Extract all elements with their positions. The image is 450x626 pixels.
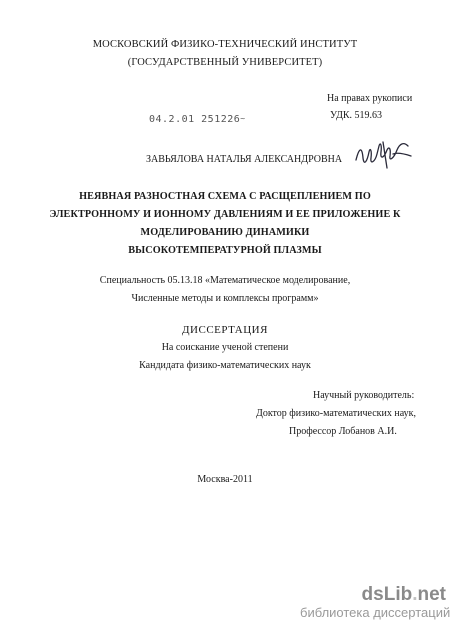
signature-icon [353, 138, 415, 172]
advisor-label: Научный руководитель: [313, 390, 415, 401]
author-name: ЗАВЬЯЛОВА НАТАЛЬЯ АЛЕКСАНДРОВНА [146, 154, 343, 165]
advisor-degree: Доктор физико-математических наук, [256, 408, 417, 419]
city-year: Москва-2011 [197, 474, 253, 485]
specialty-line-1: Специальность 05.13.18 «Математическое моделирование, [99, 275, 351, 286]
institution-line-1: МОСКОВСКИЙ ФИЗИКО-ТЕХНИЧЕСКИЙ ИНСТИТУТ [92, 39, 358, 50]
dissertation-heading: ДИССЕРТАЦИЯ [182, 324, 268, 336]
advisor-name: Профессор Лобанов А.И. [289, 426, 397, 437]
udk-code: УДК. 519.63 [330, 110, 383, 121]
institution-line-2: (ГОСУДАРСТВЕННЫЙ УНИВЕРСИТЕТ) [127, 57, 323, 68]
degree-line-1: На соискание ученой степени [161, 342, 289, 353]
manuscript-rights: На правах рукописи [327, 93, 413, 104]
registration-stamp: 04.2.01 251226~ [149, 114, 246, 125]
site-subtitle: библиотека диссертаций [300, 605, 450, 620]
title-line-2: ЭЛЕКТРОННОМУ И ИОННОМУ ДАВЛЕНИЯМ И ЕЕ ПРИЛОЖЕНИЕ К [49, 209, 401, 220]
stamp-code: 04.2.01 251226 [149, 114, 241, 125]
title-line-3: МОДЕЛИРОВАНИЮ ДИНАМИКИ [140, 227, 310, 238]
specialty-line-2: Численные методы и комплексы программ» [131, 293, 319, 304]
degree-line-2: Кандидата физико-математических наук [139, 360, 311, 371]
title-line-4: ВЫСОКОТЕМПЕРАТУРНОЙ ПЛАЗМЫ [128, 245, 322, 256]
logo-brand-right: net [417, 584, 446, 605]
title-line-1: НЕЯВНАЯ РАЗНОСТНАЯ СХЕМА С РАСЩЕПЛЕНИЕМ ПО [79, 191, 371, 202]
logo-dot: . [412, 584, 418, 605]
site-logo[interactable] [351, 584, 446, 606]
logo-brand-left: dsLib [361, 584, 413, 605]
